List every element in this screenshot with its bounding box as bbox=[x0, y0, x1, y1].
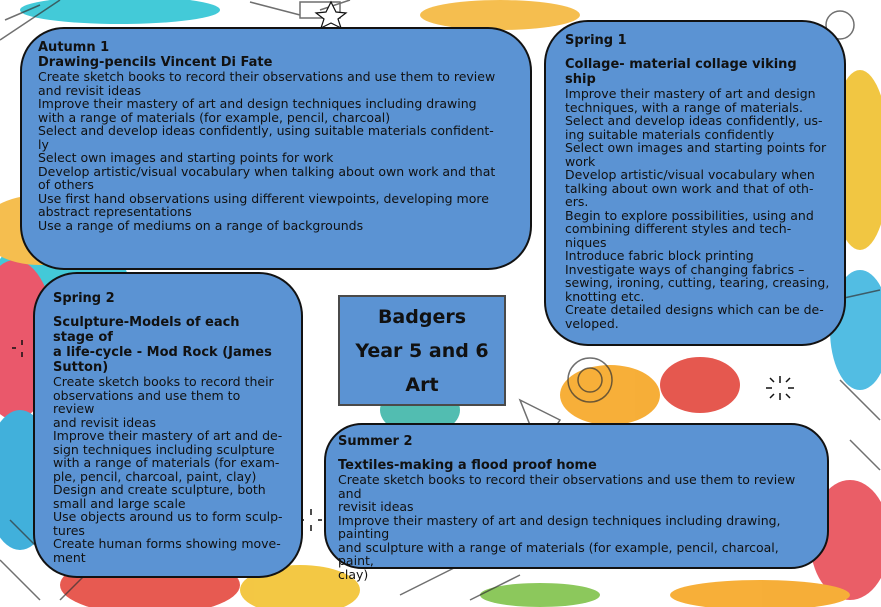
panel-line: Create detailed designs which can be de- bbox=[565, 302, 824, 317]
panel-subheading: a life-cycle - Mod Rock (James bbox=[53, 345, 272, 360]
panel-line: ment bbox=[53, 549, 86, 565]
panel-line: Improve their mastery of art and design bbox=[565, 86, 816, 101]
panel-subheading: Collage- material collage viking ship bbox=[565, 57, 797, 87]
panel-subheading: Sculpture-Models of each stage of bbox=[53, 315, 240, 345]
panel-line: Develop artistic/visual vocabulary when bbox=[565, 167, 815, 182]
panel-line: combining different styles and tech- bbox=[565, 221, 792, 236]
panel-line: small and large scale bbox=[53, 495, 186, 511]
panel-line: Select own images and starting points for work bbox=[38, 150, 334, 165]
panel-line: ple, pencil, charcoal, paint, clay) bbox=[53, 468, 257, 484]
panel-line: Create sketch books to record their observations and use them to review bbox=[38, 69, 496, 84]
panel-line: Select and develop ideas confidently, us- bbox=[565, 113, 823, 128]
panel-line: niques bbox=[565, 234, 607, 250]
panel-line: Improve their mastery of art and de- bbox=[53, 428, 283, 443]
panel-line: Investigate ways of changing fabrics – bbox=[565, 261, 805, 277]
panel-line: Use a range of mediums on a range of backgrounds bbox=[38, 217, 364, 233]
panel-heading: Autumn 1 bbox=[38, 40, 110, 55]
panel-line: of others bbox=[38, 177, 94, 192]
panel-line: talking about own work and that of oth- bbox=[565, 180, 814, 196]
panel-line: Select own images and starting points for bbox=[565, 140, 827, 155]
panel-line: observations and use them to review bbox=[53, 387, 241, 416]
panel-line: sewing, ironing, cutting, tearing, creasing, bbox=[565, 275, 830, 290]
panel-line: Introduce fabric block printing bbox=[565, 248, 754, 263]
title-box bbox=[338, 295, 506, 406]
panel-subheading: Sutton) bbox=[53, 360, 109, 375]
spring-1-panel bbox=[544, 20, 846, 346]
panel-line: Create sketch books to record their bbox=[53, 374, 274, 389]
panel-line: Create sketch books to record their observations and use them to review and bbox=[338, 472, 796, 501]
panel-line: Use first hand observations using different viewpoints, developing more bbox=[38, 190, 489, 206]
panel-line: with a range of materials (for example, pencil, charcoal) bbox=[38, 109, 391, 125]
panel-line: and revisit ideas bbox=[38, 82, 142, 98]
panel-line: Create human forms showing move- bbox=[53, 536, 281, 551]
panel-line: and sculpture with a range of materials (for example, pencil, charcoal, paint, bbox=[338, 539, 779, 568]
panel-heading: Summer 2 bbox=[338, 434, 413, 449]
panel-line: sign techniques including sculpture bbox=[53, 441, 275, 457]
panel-line: abstract representations bbox=[38, 204, 192, 219]
panel-line: ly bbox=[38, 136, 49, 152]
panel-line: ers. bbox=[565, 194, 589, 209]
panel-line: veloped. bbox=[565, 315, 619, 331]
panel-heading: Spring 2 bbox=[53, 291, 115, 306]
panel-line: tures bbox=[53, 522, 85, 538]
spring-2-panel bbox=[33, 272, 303, 578]
panel-line: Select and develop ideas confidently, using suitable materials confident- bbox=[38, 123, 494, 138]
panel-line: and revisit ideas bbox=[53, 414, 157, 430]
panel-line: work bbox=[565, 153, 596, 169]
panel-subheading: Textiles-making a flood proof home bbox=[338, 458, 597, 473]
panel-line: techniques, with a range of materials. bbox=[565, 99, 803, 115]
subject: Art bbox=[405, 374, 439, 396]
panel-line: Use objects around us to form sculp- bbox=[53, 509, 283, 524]
panel-line: Improve their mastery of art and design techniques including drawing bbox=[38, 96, 477, 111]
autumn-1-panel bbox=[20, 27, 532, 270]
panel-line: knotting etc. bbox=[565, 288, 645, 304]
panel-subheading: Drawing-pencils Vincent Di Fate bbox=[38, 55, 273, 70]
summer-2-panel bbox=[324, 423, 829, 582]
class-name: Badgers bbox=[377, 306, 467, 328]
panel-line: clay) bbox=[338, 566, 369, 582]
panel-line: Improve their mastery of art and design techniques including drawing, painting bbox=[338, 512, 781, 541]
panel-heading: Spring 1 bbox=[565, 33, 627, 48]
year-group: Year 5 and 6 bbox=[355, 340, 489, 362]
panel-line: ing suitable materials confidently bbox=[565, 126, 775, 142]
panel-line: Begin to explore possibilities, using and bbox=[565, 207, 814, 223]
panel-line: revisit ideas bbox=[338, 499, 414, 514]
panel-line: with a range of materials (for exam- bbox=[53, 455, 280, 470]
panel-line: Design and create sculpture, both bbox=[53, 482, 266, 497]
panel-line: Develop artistic/visual vocabulary when talking about own work and that bbox=[38, 163, 496, 179]
